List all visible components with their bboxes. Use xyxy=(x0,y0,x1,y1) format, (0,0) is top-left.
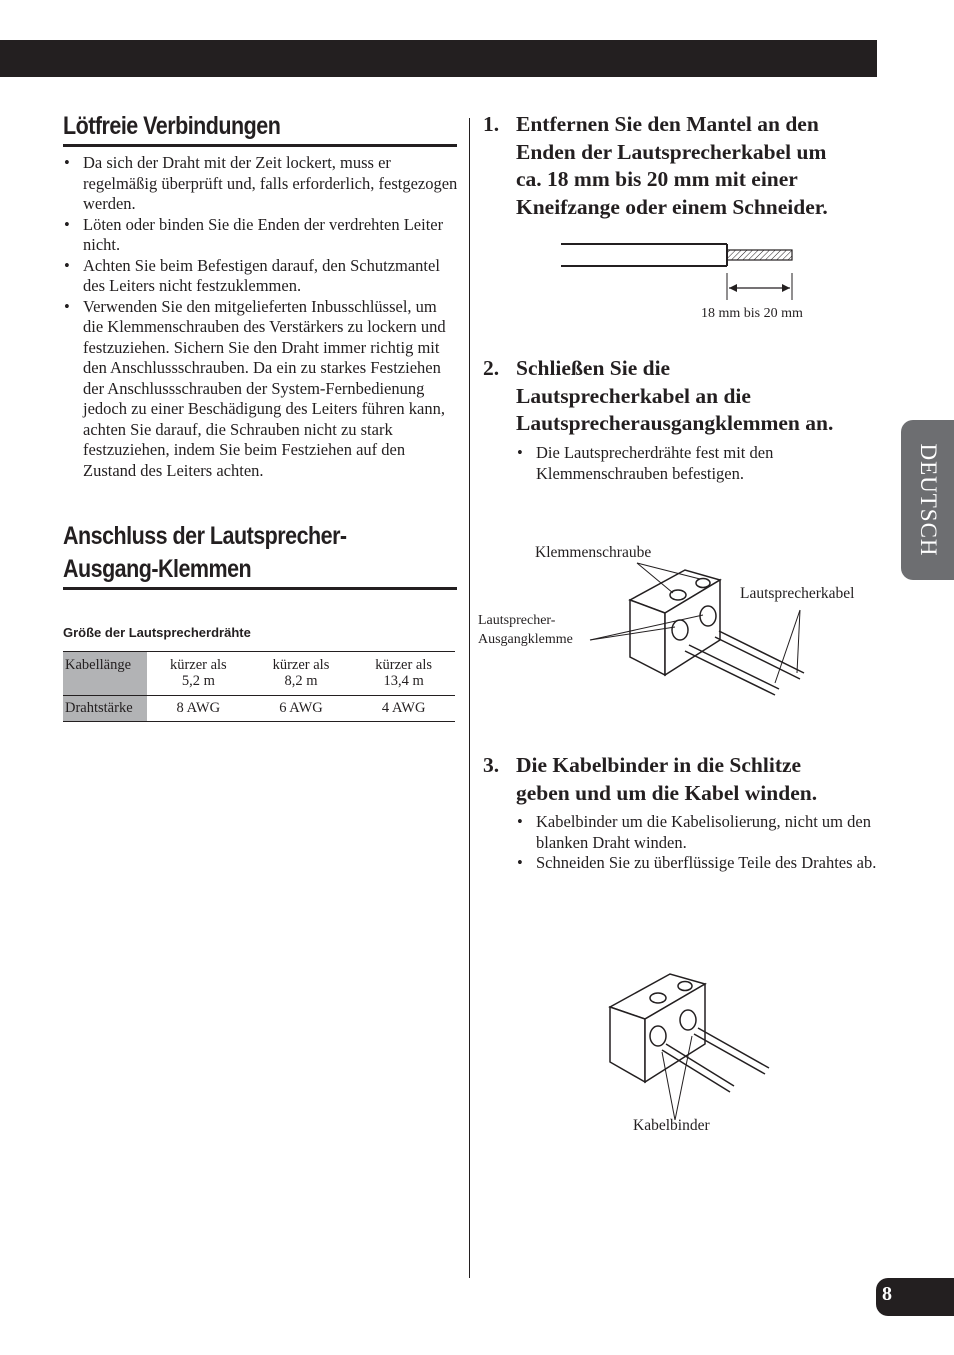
step-line: Die Kabelbinder in die Schlitze xyxy=(516,753,802,777)
step-number: 3. xyxy=(483,753,500,777)
bullet-item: • Achten Sie beim Befestigen darauf, den Schutzmantel des Leiters nicht festzuklemmen. xyxy=(63,256,459,297)
row-header: Drahtstärke xyxy=(63,696,147,722)
step-2-bullets xyxy=(516,443,876,484)
step-line: Lautsprecherkabel an die xyxy=(516,383,751,408)
bullet-item: • Verwenden Sie den mitgelieferten Inbusschlüssel, um die Klemmenschrauben des Verstärkers zu lockern und festzuziehen. Sichern Sie den Draht immer richtig mit den Anschlussschrauben. Da ein zu starkes Festziehen der Anschlussschrauben der System-Fernbedienung jedoch zu einer Beschädigung des Leiters führen kann, achten Sie darauf, die Schrauben nicht zu stark festzuziehen, indem Sie beim Festziehen auf den Zustand des Leiters achten. xyxy=(63,297,459,482)
section-rule xyxy=(63,144,457,147)
terminal-connection-illustration xyxy=(585,555,815,705)
section-rule xyxy=(63,587,457,590)
step-number: 2. xyxy=(483,356,500,380)
bullet-item: • Löten oder binden Sie die Enden der verdrehten Leiter nicht. xyxy=(63,215,459,256)
wire-gauge-table xyxy=(63,651,455,722)
terminal-label: Lautsprecher- Ausgangklemme xyxy=(478,613,573,647)
language-tab-label: DEUTSCH xyxy=(915,443,941,557)
table-cell: 8 AWG xyxy=(147,696,250,722)
page-number: 8 xyxy=(882,1283,892,1305)
bullet-item: • Kabelbinder um die Kabelisolierung, nicht um den blanken Draht winden. xyxy=(516,812,880,853)
table-row xyxy=(63,696,455,722)
step-number: 1. xyxy=(483,112,500,136)
screw-label: Klemmenschraube xyxy=(535,544,652,561)
bullet-item: • Die Lautsprecherdrähte fest mit den Klemmenschrauben befestigen. xyxy=(516,443,876,484)
bullet-item: • Da sich der Draht mit der Zeit lockert, muss er regelmäßig überprüft und, falls erforderlich, festgezogen werden. xyxy=(63,153,459,215)
step-line: geben und um die Kabel winden. xyxy=(516,780,818,805)
table-cell: kürzer als 13,4 m xyxy=(352,652,455,696)
cable-tie-illustration xyxy=(600,962,780,1112)
language-tab xyxy=(901,420,954,580)
table-cell: kürzer als 5,2 m xyxy=(147,652,250,696)
cable-tie-label: Kabelbinder xyxy=(633,1117,710,1134)
solderless-bullet-list xyxy=(63,153,459,481)
table-cell: 4 AWG xyxy=(352,696,455,722)
step-line: ca. 18 mm bis 20 mm mit einer xyxy=(516,167,798,191)
step-3-bullets xyxy=(516,812,880,874)
title-line: Ausgang-Klemmen xyxy=(63,555,252,583)
step-line: Lautsprecherausgangklemmen an. xyxy=(516,411,834,435)
section-title-speaker-output xyxy=(63,520,347,586)
table-cell: kürzer als 8,2 m xyxy=(250,652,353,696)
step-line: Entfernen Sie den Mantel an den xyxy=(516,112,819,136)
table-cell: 6 AWG xyxy=(250,696,353,722)
title-line: Anschluss der Lautsprecher- xyxy=(63,522,347,550)
strip-length-label: 18 mm bis 20 mm xyxy=(701,306,803,321)
section-title-solderless: Lötfreie Verbindungen xyxy=(63,112,281,140)
row-header: Kabellänge xyxy=(63,652,147,696)
step-line: Kneifzange oder einem Schneider. xyxy=(516,194,828,219)
column-divider xyxy=(469,118,470,1278)
header-bar xyxy=(0,40,877,77)
bullet-item: • Schneiden Sie zu überflüssige Teile des Drahtes ab. xyxy=(516,853,880,874)
table-caption: Größe der Lautsprecherdrähte xyxy=(63,625,251,640)
wire-strip-illustration xyxy=(555,238,805,308)
step-line: Enden der Lautsprecherkabel um xyxy=(516,139,827,164)
step-line: Schließen Sie die xyxy=(516,356,671,380)
cable-label: Lautsprecherkabel xyxy=(740,585,855,602)
table-row xyxy=(63,652,455,696)
page-number-box xyxy=(876,1278,954,1316)
